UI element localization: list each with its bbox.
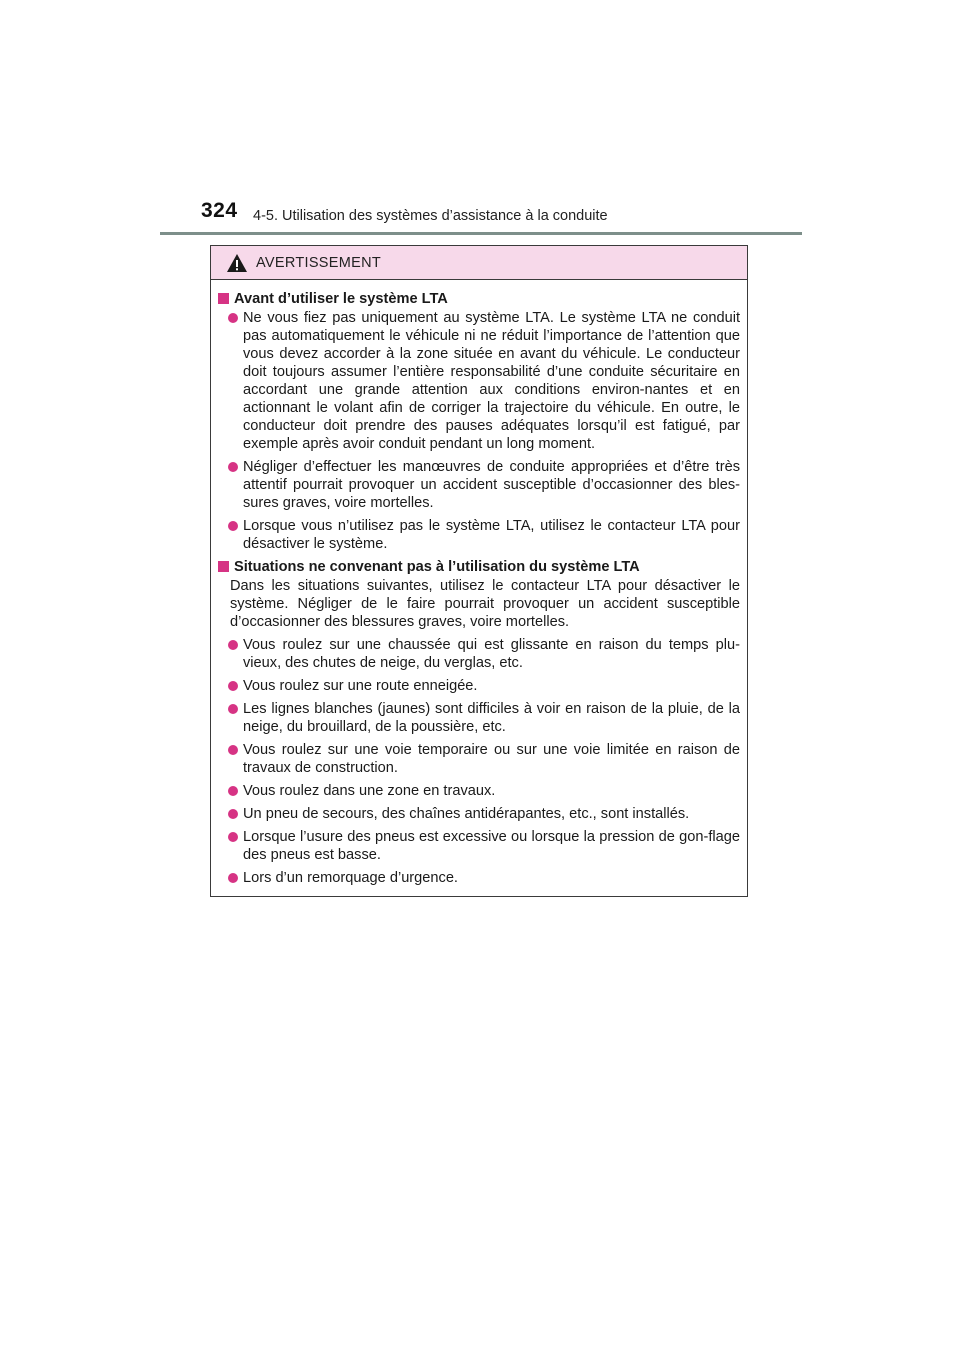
list-item	[218, 458, 740, 512]
list-item-text: Vous roulez sur une voie temporaire ou sur une voie limitée en raison de travaux de construction.	[243, 742, 740, 776]
dot-bullet-icon	[228, 704, 238, 714]
list-item	[218, 805, 740, 823]
section-heading-before-use	[218, 290, 740, 308]
section-intro: Dans les situations suivantes, utilisez le contacteur LTA pour désactiver le système. Négliger de le faire pourrait provoquer un accident susceptible d’occasionner des blessures graves, voire mortelles.	[230, 578, 740, 630]
list-item-text: Vous roulez sur une chaussée qui est glissante en raison du temps plu-vieux, des chutes de neige, du verglas, etc.	[243, 637, 740, 671]
dot-bullet-icon	[228, 873, 238, 883]
square-bullet-icon	[218, 293, 229, 304]
list-item	[218, 700, 740, 736]
section-heading-text: Avant d’utiliser le système LTA	[234, 291, 448, 307]
list-item-text: Négliger d’effectuer les manœuvres de conduite appropriées et d’être très attentif pourrait provoquer un accident susceptible d’occasionner des bles-sures graves, voire mortelles.	[243, 459, 740, 511]
warning-body	[211, 280, 747, 887]
warning-triangle-icon	[226, 253, 248, 273]
list-item-text: Les lignes blanches (jaunes) sont difficiles à voir en raison de la pluie, de la neige, du brouillard, de la poussière, etc.	[243, 701, 740, 735]
warning-header	[211, 246, 747, 280]
list-item-text: Lorsque l’usure des pneus est excessive ou lorsque la pression de gon-flage des pneus est basse.	[243, 829, 740, 863]
dot-bullet-icon	[228, 809, 238, 819]
list-item-text: Un pneu de secours, des chaînes antidérapantes, etc., sont installés.	[243, 806, 690, 822]
list-item	[218, 782, 740, 800]
list-item	[218, 869, 740, 887]
dot-bullet-icon	[228, 313, 238, 323]
dot-bullet-icon	[228, 832, 238, 842]
square-bullet-icon	[218, 561, 229, 572]
list-item	[218, 741, 740, 777]
list-item	[218, 517, 740, 553]
dot-bullet-icon	[228, 521, 238, 531]
list-item	[218, 828, 740, 864]
list-item-text: Vous roulez dans une zone en travaux.	[243, 783, 496, 799]
list-item	[218, 309, 740, 453]
section-heading-text: Situations ne convenant pas à l’utilisation du système LTA	[234, 559, 640, 575]
header-rule	[160, 232, 802, 235]
warning-title: AVERTISSEMENT	[256, 254, 382, 271]
list-item-text: Ne vous fiez pas uniquement au système LTA. Le système LTA ne conduit pas automatiquement le véhicule ni ne réduit l’importance de l’attention que vous devez accorder à la zone située en avant du véhicule. Le conducteur doit toujours assumer l’entière responsabilité d’une conduite sécuritaire en accordant une grande attention aux conditions environ-nantes et en actionnant le volant afin de corriger la trajectoire du véhicule. En outre, le conducteur doit prendre des pauses adéquates lorsqu’il est fatigué, par exemple après avoir conduit pendant un long moment.	[243, 310, 740, 452]
list-item	[218, 636, 740, 672]
section-heading-unsuitable-situations	[218, 558, 740, 576]
dot-bullet-icon	[228, 745, 238, 755]
dot-bullet-icon	[228, 640, 238, 650]
section-title: 4-5. Utilisation des systèmes d’assistance à la conduite	[253, 208, 608, 224]
list-item	[218, 677, 740, 695]
page-number: 324	[201, 199, 238, 222]
warning-box	[210, 245, 748, 897]
dot-bullet-icon	[228, 786, 238, 796]
list-item-text: Lors d’un remorquage d’urgence.	[243, 870, 458, 886]
list-item-text: Lorsque vous n’utilisez pas le système LTA, utilisez le contacteur LTA pour désactiver le système.	[243, 518, 740, 552]
dot-bullet-icon	[228, 681, 238, 691]
list-item-text: Vous roulez sur une route enneigée.	[243, 678, 478, 694]
dot-bullet-icon	[228, 462, 238, 472]
